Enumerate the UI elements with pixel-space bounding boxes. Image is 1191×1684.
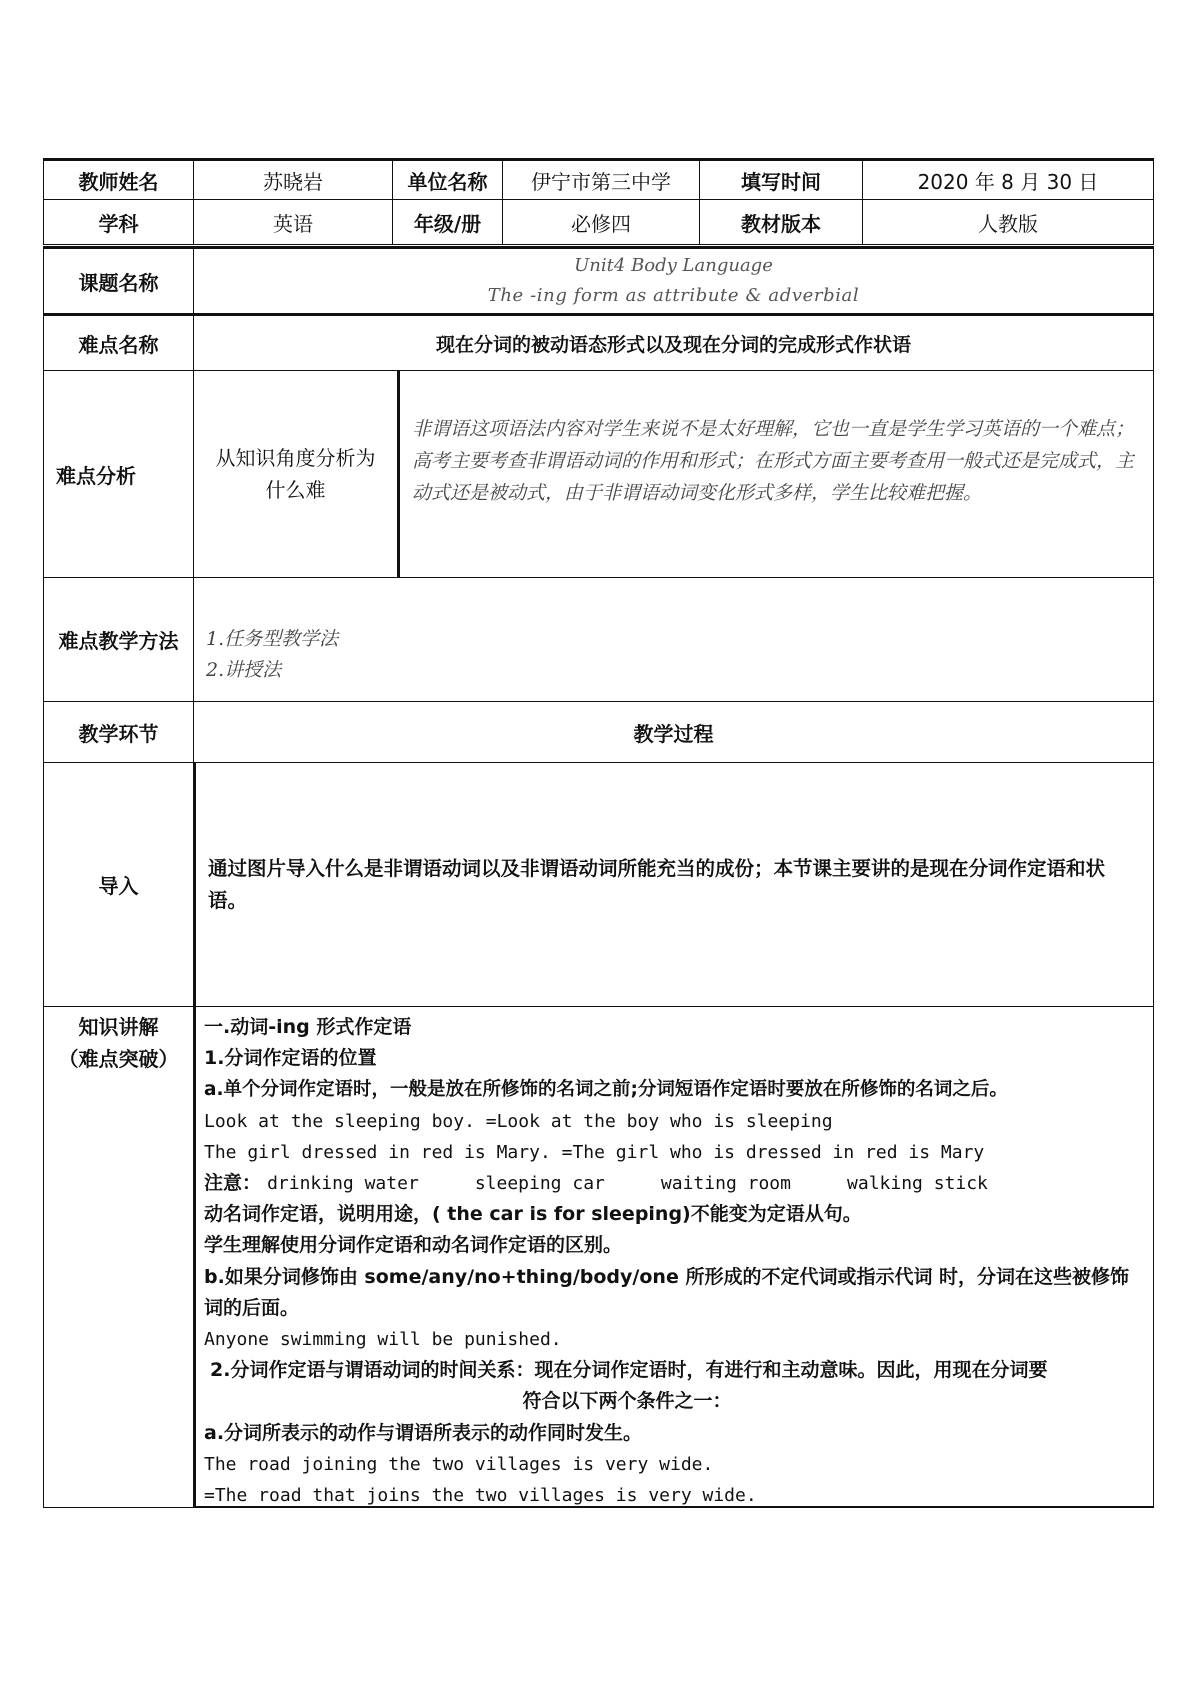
- knowledge-label-line-2: （难点突破）: [58, 1047, 179, 1071]
- intro-label: 导入: [43, 762, 194, 1007]
- note-example-4: walking stick: [847, 1173, 988, 1195]
- knowledge-line-05: The girl dressed in red is Mary. =The girl who is dressed in red is Mary: [204, 1141, 985, 1163]
- method-value: [193, 577, 1154, 702]
- knowledge-line-03: a.单个分词作定语时，一般是放在所修饰的名词之前;分词短语作定语时要放在所修饰的名词之后。: [204, 1079, 1008, 1101]
- teacher-name-value: 苏晓岩: [193, 158, 393, 200]
- unit-name-value: 伊宁市第三中学: [502, 158, 700, 200]
- note-example-1: drinking water: [267, 1173, 419, 1195]
- grade-label: 年级/册: [392, 199, 503, 245]
- knowledge-line-09: b.如果分词修饰由 some/any/no+thing/body/one 所形成的不定代词或指示代词 时，分词在这些被修饰词的后面。: [204, 1265, 1130, 1319]
- topic-value: [193, 246, 1154, 314]
- fill-date-value: 2020 年 8 月 30 日: [862, 158, 1154, 200]
- note-prefix: 注意：: [204, 1172, 262, 1195]
- edition-value: 人教版: [862, 199, 1154, 245]
- knowledge-label: [43, 1006, 194, 1508]
- knowledge-line-15: =The road that joins the two villages is very wide.: [204, 1485, 757, 1507]
- note-example-3: waiting room: [660, 1173, 791, 1195]
- knowledge-line-08: 学生理解使用分词作定语和动名词作定语的区别。: [204, 1234, 623, 1257]
- method-item-1: 1.任务型教学法: [206, 627, 339, 650]
- knowledge-line-04: Look at the sleeping boy. =Look at the boy who is sleeping: [204, 1110, 833, 1132]
- subject-label: 学科: [43, 199, 194, 245]
- analysis-sub-label: 从知识角度分析为什么难: [193, 370, 398, 578]
- analysis-label: 难点分析: [43, 370, 194, 578]
- knowledge-line-12: 符合以下两个条件之一：: [522, 1390, 732, 1413]
- topic-line-1: Unit4 Body Language: [574, 255, 773, 276]
- fill-date-label: 填写时间: [699, 158, 863, 200]
- knowledge-content: [194, 1006, 1152, 1511]
- subject-value: 英语: [193, 199, 393, 245]
- knowledge-line-11: 2.分词作定语与谓语动词的时间关系：现在分词作定语时，有进行和主动意味。因此，用现在分词要: [210, 1359, 1048, 1382]
- edition-label: 教材版本: [699, 199, 863, 245]
- topic-line-2: The -ing form as attribute & adverbial: [487, 285, 860, 306]
- note-example-2: sleeping car: [474, 1173, 605, 1195]
- method-label: 难点教学方法: [43, 577, 194, 702]
- knowledge-line-02: 1.分词作定语的位置: [204, 1047, 377, 1070]
- knowledge-line-14: The road joining the two villages is very wide.: [204, 1453, 714, 1475]
- knowledge-line-06: [204, 1168, 1140, 1199]
- unit-name-label: 单位名称: [392, 158, 503, 200]
- topic-label: 课题名称: [43, 246, 194, 314]
- knowledge-line-07: 动名词作定语，说明用途，( the car is for sleeping)不能变为定语从句。: [204, 1203, 862, 1226]
- intro-text: 通过图片导入什么是非谓语动词以及非谓语动词所能充当的成份；本节课主要讲的是现在分词作定语和状语。: [208, 857, 1106, 912]
- process-label: 教学环节: [43, 701, 194, 763]
- method-item-2: 2.讲授法: [206, 658, 282, 681]
- knowledge-label-line-1: 知识讲解: [78, 1015, 159, 1039]
- intro-value: [193, 762, 1154, 1007]
- knowledge-line-10: Anyone swimming will be punished.: [204, 1329, 562, 1351]
- grade-value: 必修四: [502, 199, 700, 245]
- difficulty-label: 难点名称: [43, 313, 194, 371]
- difficulty-value: 现在分词的被动语态形式以及现在分词的完成形式作状语: [193, 313, 1154, 371]
- analysis-text: [397, 370, 1154, 578]
- teacher-name-label: 教师姓名: [43, 158, 194, 200]
- analysis-paragraph: 非谓语这项语法内容对学生来说不是太好理解，它也一直是学生学习英语的一个难点； 高考主要考查非谓语动词的作用和形式；在形式方面主要考查用一般式还是完成式，主动式还是被动式，由于非谓语动词变化形式多样，学生比较难把握。: [412, 418, 1135, 504]
- process-value: 教学过程: [193, 701, 1154, 763]
- knowledge-line-13: a.分词所表示的动作与谓语所表示的动作同时发生。: [204, 1421, 643, 1444]
- knowledge-line-01: 一.动词-ing 形式作定语: [204, 1016, 412, 1038]
